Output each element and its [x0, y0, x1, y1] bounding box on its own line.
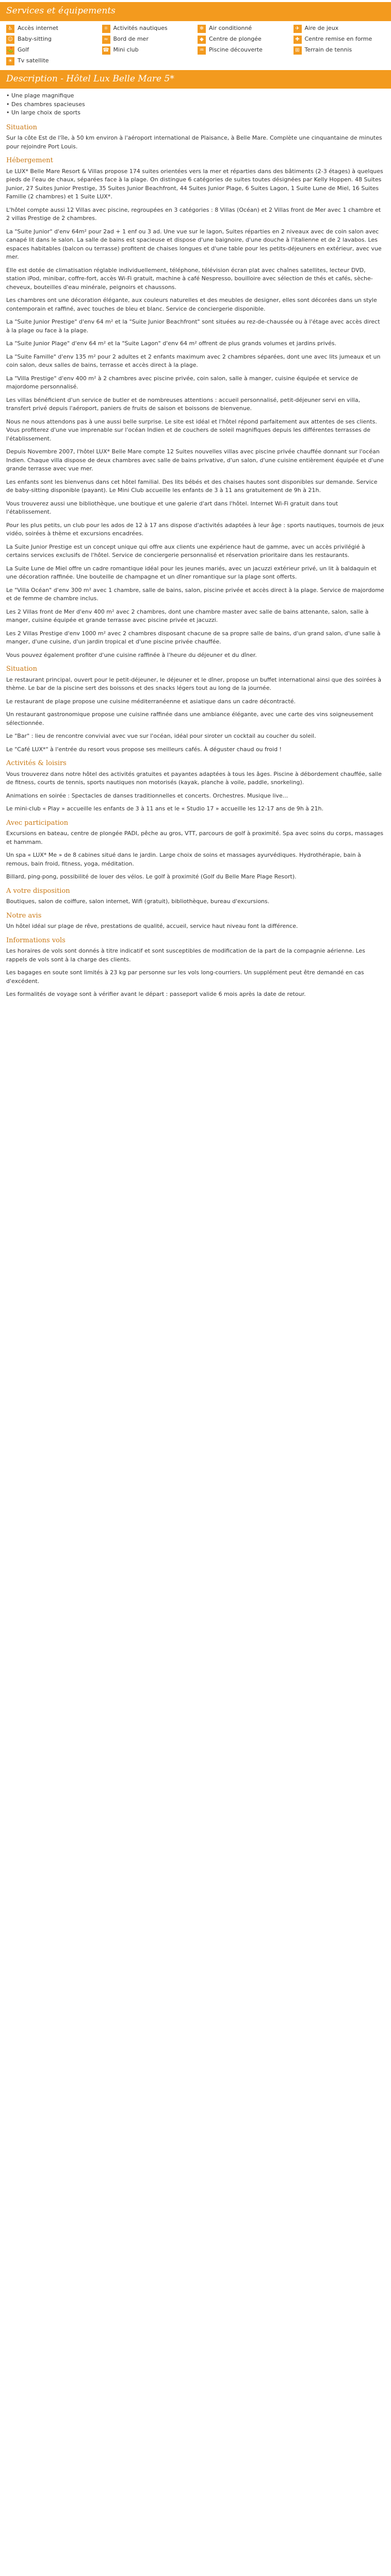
- service-icon: ☎: [102, 46, 110, 55]
- services-title: Services et équipements: [6, 6, 116, 16]
- section-paragraph: Vous trouverez aussi une bibliothèque, une boutique et une galerie d'art dans l'hôtel. Internet Wi-Fi gratuit dans tout l'établissement.: [6, 500, 338, 515]
- section-paragraph: La "Villa Prestige" d'env 400 m² à 2 chambres avec piscine privée, coin salon, salle à manger, cuisine équipée et service de majordome personnalisé.: [6, 375, 359, 390]
- section-paragraph: Elle est dotée de climatisation réglable individuellement, téléphone, télévision écran plat avec chaînes satellites, lecteur DVD, station iPod, minibar, coffre-fort, accès Wi-Fi gratuit, machine à café Nespresso, bouilloire avec sélection de thés et cafés, sèche-cheveux, bouteilles d'eau minérale, peignoirs et chaussons.: [6, 266, 373, 291]
- service-label: Tv satellite: [18, 57, 49, 64]
- section-heading: Hébergement: [6, 157, 53, 164]
- section-paragraph: Excursions en bateau, centre de plongée PADI, pêche au gros, VTT, parcours de golf à proximité. Spa avec soins du corps, massages et hammam.: [6, 830, 384, 845]
- section-paragraph: Un hôtel idéal sur plage de rêve, prestations de qualité, accueil, service haut niveau font la différence.: [6, 923, 298, 929]
- service-icon: ☼: [102, 25, 110, 33]
- section-paragraph: La "Suite Famille" d'env 135 m² pour 2 adultes et 2 enfants maximum avec 2 chambres séparées, dont une avec lits jumeaux et un coin salon, deux salles de bains, terrasse et accès direct à la plage.: [6, 353, 381, 368]
- service-item: [6, 24, 99, 33]
- service-label: Golf: [18, 46, 29, 54]
- highlights-list: [6, 92, 385, 117]
- service-label: Terrain de tennis: [304, 46, 352, 54]
- section-paragraph: Animations en soirée : Spectacles de danses traditionnelles et concerts. Orchestres. Musique live...: [6, 792, 288, 799]
- section-paragraph: Billard, ping-pong, possibilité de louer des vélos. Le golf à proximité (Golf du Belle Mare Plage Resort).: [6, 873, 297, 880]
- section-heading: Avec participation: [6, 819, 69, 827]
- section-paragraph: Le LUX* Belle Mare Resort & Villas propose 174 suites orientées vers la mer et réparties dans des bâtiments (2-3 étages) à quelques pieds de l'eau de chaux, séparées face à la plage. On distingue 6 catégories de suites toutes désignées par Kelly Hoppen. 48 Suites Junior, 27 Suites Junior Prestige, 35 Suites Junior Beachfront, 44 Suites Junior Plage, 6 Suites Lagon, 1 Suite Lune de Miel, 16 Suites Famille (2 chambres) et 1 Suite LUX*.: [6, 167, 383, 200]
- service-item: [102, 46, 195, 55]
- section-heading: Informations vols: [6, 936, 66, 944]
- sections-container: [6, 123, 385, 999]
- section-paragraph: Depuis Novembre 2007, l'hôtel LUX* Belle Mare compte 12 Suites nouvelles villas avec piscine privée chauffée donnant sur l'océan Indien. Chaque villa dispose de deux chambres avec salle de bains privative, d'un salon, d'une cuisine entièrement équipée et d'une grande terrasse avec vue mer.: [6, 448, 384, 472]
- service-label: Centre de plongée: [209, 36, 262, 43]
- service-label: Mini club: [113, 46, 139, 54]
- section-paragraph: Sur la côte Est de l'île, à 50 km environ à l'aéroport international de Plaisance, à Belle Mare. Complète une cinquantaine de minutes pour rejoindre Port Louis.: [6, 134, 382, 150]
- service-icon: ☀: [6, 57, 14, 65]
- service-icon: ♒: [198, 46, 206, 55]
- highlight-item: • Une plage magnifique: [6, 92, 385, 100]
- section-paragraph: Vous trouverez dans notre hôtel des activités gratuites et payantes adaptées à tous les âges. Piscine à débordement chauffée, salle de fitness, courts de tennis, sports nautiques non motorisés (kayak, planche à voile, paddle, snorkeling).: [6, 770, 382, 786]
- service-label: Air conditionné: [209, 25, 252, 32]
- service-icon: ⛳: [6, 46, 14, 55]
- section-paragraph: Le "Bar" : lieu de rencontre convivial avec vue sur l'océan, idéal pour siroter un cocktail au coucher du soleil.: [6, 733, 316, 739]
- service-item: [6, 57, 99, 66]
- service-item: [294, 35, 386, 44]
- service-label: Accès internet: [18, 25, 58, 32]
- service-icon: ♿: [6, 25, 14, 33]
- section-paragraph: Les enfants sont les bienvenus dans cet hôtel familial. Des lits bébés et des chaises hautes sont disponibles sur demande. Service de baby-sitting disponible (payant). Le Mini Club accueille les enfants de 3 à 11 ans gratuitement de 9h à 21h.: [6, 478, 378, 494]
- section-paragraph: Un spa « LUX* Me » de 8 cabines situé dans le jardin. Large choix de soins et massages ayurvédiques. Hydrothérapie, bain à remous, bain froid, fitness, yoga, méditation.: [6, 852, 361, 867]
- section-heading: Situation: [6, 123, 37, 131]
- service-item: [102, 35, 195, 44]
- section-paragraph: La Suite Junior Prestige est un concept unique qui offre aux clients une expérience haut de gamme, avec un accès privilégié à certains services exclusifs de l'hôtel. Service de conciergerie personnalisé et réservation prioritaire dans les restaurants.: [6, 543, 365, 558]
- section-heading: Notre avis: [6, 911, 42, 920]
- section-paragraph: Nous ne nous attendons pas à une aussi belle surprise. Le site est idéal et l'hôtel répond parfaitement aux attentes de ses clients. Vous profiterez d'une vue imprenable sur l'océan Indien et de couchers de soleil magnifiques depuis les différentes terrasses de l'établissement.: [6, 418, 377, 442]
- highlight-item: • Un large choix de sports: [6, 109, 385, 117]
- service-label: Aire de jeux: [304, 25, 339, 32]
- section-paragraph: Les villas bénéficient d'un service de butler et de nombreuses attentions : accueil personnalisé, petit-déjeuner servi en villa, transfert privé depuis l'aéroport, paniers de fruits de saison et boissons de bienvenue.: [6, 396, 361, 412]
- service-label: Centre remise en forme: [304, 36, 372, 43]
- service-item: [294, 46, 386, 55]
- section-paragraph: Pour les plus petits, un club pour les ados de 12 à 17 ans dispose d'activités adaptées à leur âge : sports nautiques, tournois de jeux vidéo, soirées à thème et excursions encadrées.: [6, 521, 384, 537]
- service-label: Bord de mer: [113, 36, 149, 43]
- section-heading: Situation: [6, 665, 37, 673]
- section-paragraph: La "Suite Junior Plage" d'env 64 m² et la "Suite Lagon" d'env 64 m² offrent de plus grands volumes et jardins privés.: [6, 340, 337, 347]
- service-icon: ❄: [198, 25, 206, 33]
- service-icon: ≈: [102, 36, 110, 44]
- services-grid: [0, 21, 391, 68]
- description-title: Description - Hôtel Lux Belle Mare 5*: [6, 73, 174, 84]
- section-paragraph: La "Suite Junior Prestige" d'env 64 m² et la "Suite Junior Beachfront" sont situées au rez-de-chaussée ou à l'étage avec accès direct à la plage ou face à la plage.: [6, 318, 380, 334]
- section-paragraph: Vous pouvez également profiter d'une cuisine raffinée à l'heure du déjeuner et du dîner.: [6, 651, 257, 658]
- section-paragraph: Les formalités de voyage sont à vérifier avant le départ : passeport valide 6 mois après la date de retour.: [6, 991, 306, 997]
- highlight-item: • Des chambres spacieuses: [6, 100, 385, 109]
- section-paragraph: Les 2 Villas front de Mer d'env 400 m² avec 2 chambres, dont une chambre master avec salle de bains attenante, salon, salle à manger, cuisine équipée et grande terrasse avec piscine privée et jacuzzi.: [6, 608, 369, 623]
- service-icon: ☺: [6, 36, 14, 44]
- section-paragraph: Le "Villa Océan" d'env 300 m² avec 1 chambre, salle de bains, salon, piscine privée et accès direct à la plage. Service de majordome et de femme de chambre inclus.: [6, 586, 384, 602]
- service-label: Baby-sitting: [18, 36, 52, 43]
- service-item: [294, 24, 386, 33]
- service-item: [198, 46, 290, 55]
- description-banner: [0, 70, 391, 89]
- service-icon: ◆: [198, 36, 206, 44]
- section-paragraph: Boutiques, salon de coiffure, salon internet, Wifi (gratuit), bibliothèque, bureau d'excursions.: [6, 898, 270, 905]
- section-paragraph: Le restaurant principal, ouvert pour le petit-déjeuner, le déjeuner et le dîner, propose un buffet international ainsi que des soirées à thème. Le bar de la piscine sert des boissons et des snacks légers tout au long de la journée.: [6, 676, 382, 691]
- description-content: [0, 89, 391, 1008]
- section-paragraph: Les chambres ont une décoration élégante, aux couleurs naturelles et des meubles de designer, elles sont décorées dans un style contemporain et raffiné, avec touches de bleu et blanc. Service de conciergerie disponible.: [6, 297, 377, 312]
- service-label: Piscine découverte: [209, 46, 263, 54]
- service-label: Activités nautiques: [113, 25, 168, 32]
- section-paragraph: Les 2 Villas Prestige d'env 1000 m² avec 2 chambres disposant chacune de sa propre salle de bains, d'un grand salon, d'une salle à manger, d'une cuisine, d'un jardin tropical et d'une piscine privée chauffée.: [6, 630, 381, 645]
- section-heading: A votre disposition: [6, 887, 70, 895]
- services-banner: [0, 2, 391, 21]
- section-heading: Activités & loisirs: [6, 759, 67, 767]
- section-paragraph: Les bagages en soute sont limités à 23 kg par personne sur les vols long-courriers. Un supplément peut être demandé en cas d'excédent.: [6, 969, 364, 985]
- service-icon: ✚: [294, 36, 302, 44]
- service-item: [6, 35, 99, 44]
- section-paragraph: Le restaurant de plage propose une cuisine méditerranéenne et asiatique dans un cadre décontracté.: [6, 698, 296, 705]
- service-icon: ✈: [294, 25, 302, 33]
- service-item: [198, 24, 290, 33]
- service-item: [6, 46, 99, 55]
- service-icon: ⊞: [294, 46, 302, 55]
- section-paragraph: L'hôtel compte aussi 12 Villas avec piscine, regroupées en 3 catégories : 8 Villas (Océan) et 2 Villas front de Mer avec 1 chambre et 2 villas Prestige de 2 chambres.: [6, 206, 381, 222]
- service-item: [198, 35, 290, 44]
- section-paragraph: Les horaires de vols sont donnés à titre indicatif et sont susceptibles de modification de la part de la compagnie aérienne. Les rappels de vols sont à la charge des clients.: [6, 947, 366, 963]
- section-paragraph: La Suite Lune de Miel offre un cadre romantique idéal pour les jeunes mariés, avec un jacuzzi extérieur privé, un lit à baldaquin et une décoration raffinée. Une bouteille de champagne et un dîner romantique sur la plage sont offerts.: [6, 565, 377, 580]
- section-paragraph: La "Suite Junior" d'env 64m² pour 2ad + 1 enf ou 3 ad. Une vue sur le lagon, Suites réparties en 2 niveaux avec de coin salon avec canapé lit dans le salon. La salle de bains est spacieuse et dispose d'une baignoire, d'une douche à l'italienne et de 2 lavabos. Les espaces habitables (balcon ou terrasse) profitent de chaises longues et d'une table pour les petits-déjeuners en extérieur, avec vue mer.: [6, 228, 382, 260]
- section-paragraph: Le "Café LUX*" à l'entrée du resort vous propose ses meilleurs cafés. À déguster chaud ou froid !: [6, 745, 282, 753]
- service-item: [102, 24, 195, 33]
- section-paragraph: Un restaurant gastronomique propose une cuisine raffinée dans une ambiance élégante, avec une carte des vins soigneusement sélectionnée.: [6, 711, 373, 726]
- section-paragraph: Le mini-club « Play » accueille les enfants de 3 à 11 ans et le « Studio 17 » accueille les 12-17 ans de 9h à 21h.: [6, 805, 324, 812]
